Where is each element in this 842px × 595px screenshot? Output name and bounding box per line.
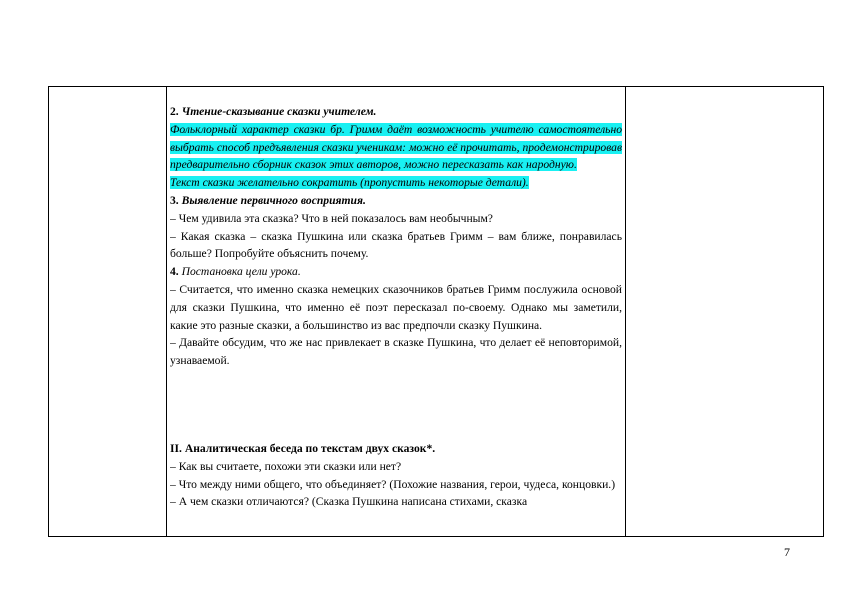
paragraph: – Считается, что именно сказка немецких сказочников братьев Гримм послужила основой для сказки Пушкина, что именно её поэт пересказал по-своему. Однако мы заметили, какие это разные сказки, а большинство из вас предпочли сказку Пушкина. — [170, 282, 622, 332]
paragraph: – Давайте обсудим, что же нас привлекает в сказке Пушкина, что делает её неповторимой, узнаваемой. — [170, 336, 622, 368]
heading-number: 2. — [170, 105, 179, 118]
question: – Как вы считаете, похожи эти сказки или нет? — [170, 459, 402, 473]
heading-number: 4. — [170, 265, 179, 279]
page-number: 7 — [784, 545, 790, 559]
question: – Какая сказка – сказка Пушкина или сказка братьев Гримм – вам ближе, понравилась больше? Попробуйте объяснить почему. — [170, 229, 622, 261]
highlighted-text: Текст сказки желательно сократить (пропустить некоторые детали). — [170, 176, 529, 190]
heading-reading — [170, 103, 622, 121]
heading-text: Выявление первичного восприятия. — [181, 193, 366, 207]
section-heading: II. Аналитическая беседа по текстам двух сказок*. — [170, 441, 436, 455]
heading-goal — [170, 263, 622, 281]
question: – А чем сказки отличаются? (Сказка Пушкина написана стихами, сказка — [170, 495, 528, 509]
teal-note-2 — [170, 174, 622, 192]
column-divider — [166, 87, 167, 536]
heading-number: 3. — [170, 193, 179, 207]
question: – Чем удивила эта сказка? Что в ней показалось вам необычным? — [170, 211, 493, 225]
column-divider — [625, 87, 626, 536]
lesson-table — [48, 86, 824, 537]
teal-note-1 — [170, 121, 622, 174]
lesson-content-cell — [170, 103, 622, 536]
highlighted-text: Фольклорный характер сказки бр. Гримм даёт возможность учителю самостоятельно выбрать способ предъявления сказки ученикам: можно её прочитать, продемонстрировав предварительно сборник сказок этих авторов, можно пересказать как народную. — [170, 122, 622, 172]
heading-text: Чтение-сказывание сказки учителем. — [181, 105, 377, 118]
heading-text: Постановка цели урока. — [181, 265, 301, 279]
spacer — [170, 370, 622, 440]
heading-perception — [170, 192, 622, 210]
question: – Что между ними общего, что объединяет? (Похожие названия, герои, чудеса, концовки.) — [170, 477, 616, 491]
